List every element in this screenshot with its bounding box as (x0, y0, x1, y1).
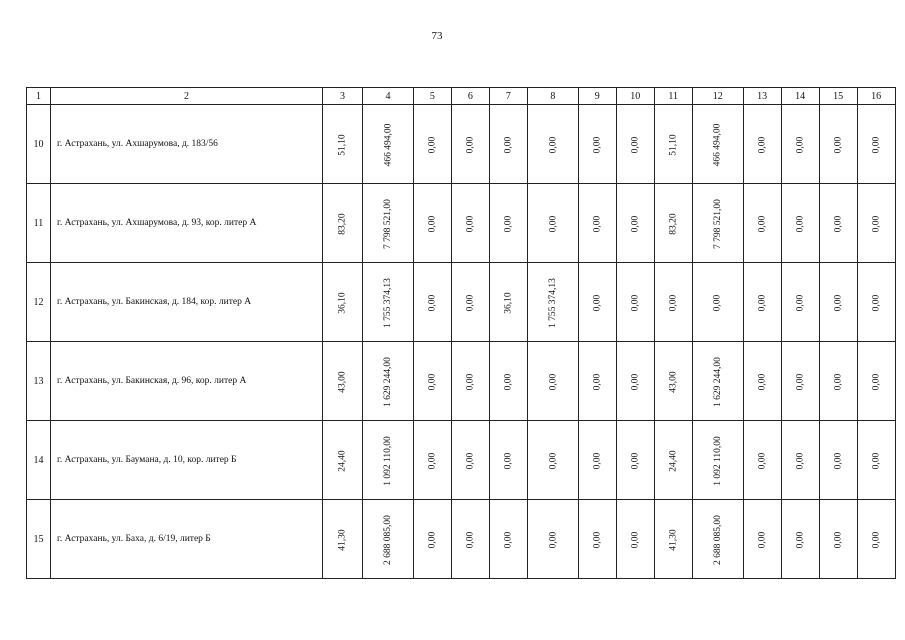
value-text: 0,00 (630, 136, 641, 153)
value-cell (616, 500, 654, 579)
value-cell (413, 263, 451, 342)
value-text: 0,00 (427, 373, 438, 390)
value-text: 0,00 (795, 373, 806, 390)
value-text: 24,40 (337, 449, 348, 472)
value-text: 36,10 (503, 291, 514, 314)
value-cell (578, 500, 616, 579)
table-header-row (27, 88, 896, 105)
value-cell (819, 342, 857, 421)
value-text: 0,00 (503, 452, 514, 469)
table-row (27, 105, 896, 184)
value-text: 0,00 (465, 531, 476, 548)
value-cell (743, 421, 781, 500)
value-cell (413, 105, 451, 184)
value-text: 0,00 (833, 136, 844, 153)
value-cell (489, 105, 527, 184)
value-text: 0,00 (871, 136, 882, 153)
address-cell: г. Астрахань, ул. Баумана, д. 10, кор. литер Б (51, 421, 323, 500)
value-cell (489, 421, 527, 500)
value-cell (451, 184, 489, 263)
value-cell (527, 342, 578, 421)
row-number-cell: 14 (27, 421, 51, 500)
value-cell (527, 105, 578, 184)
address-cell: г. Астрахань, ул. Ахшарумова, д. 183/56 (51, 105, 323, 184)
column-header-15: 15 (819, 88, 857, 105)
value-text: 0,00 (833, 452, 844, 469)
value-text: 0,00 (757, 452, 768, 469)
column-header-5: 5 (413, 88, 451, 105)
value-cell (323, 421, 363, 500)
value-text: 0,00 (795, 531, 806, 548)
value-cell (489, 184, 527, 263)
value-cell (413, 421, 451, 500)
value-text: 1 092 110,00 (712, 435, 723, 486)
value-text: 0,00 (592, 215, 603, 232)
column-header-11: 11 (654, 88, 692, 105)
value-text: 0,00 (833, 294, 844, 311)
value-cell (819, 184, 857, 263)
value-cell (692, 500, 743, 579)
value-cell (413, 342, 451, 421)
value-text: 83,20 (668, 212, 679, 235)
row-number-cell: 10 (27, 105, 51, 184)
value-text: 0,00 (795, 136, 806, 153)
value-text: 0,00 (871, 452, 882, 469)
column-header-13: 13 (743, 88, 781, 105)
value-text: 0,00 (503, 531, 514, 548)
value-cell (781, 342, 819, 421)
address-cell: г. Астрахань, ул. Бакинская, д. 184, кор. литер А (51, 263, 323, 342)
value-text: 0,00 (547, 452, 558, 469)
value-text: 51,10 (668, 133, 679, 156)
value-cell (489, 263, 527, 342)
value-text: 1 755 374,13 (382, 277, 393, 328)
value-text: 0,00 (503, 215, 514, 232)
value-text: 0,00 (795, 215, 806, 232)
value-text: 0,00 (547, 531, 558, 548)
value-cell (451, 263, 489, 342)
value-cell (616, 421, 654, 500)
value-text: 0,00 (668, 294, 679, 311)
value-text: 0,00 (833, 215, 844, 232)
column-header-12: 12 (692, 88, 743, 105)
column-header-1: 1 (27, 88, 51, 105)
value-cell (692, 421, 743, 500)
value-text: 0,00 (795, 294, 806, 311)
value-text: 43,00 (668, 370, 679, 393)
value-cell (323, 500, 363, 579)
value-text: 0,00 (465, 215, 476, 232)
value-cell (819, 421, 857, 500)
value-cell (692, 342, 743, 421)
value-cell (781, 184, 819, 263)
value-cell (413, 184, 451, 263)
address-cell: г. Астрахань, ул. Ахшарумова, д. 93, кор. литер А (51, 184, 323, 263)
value-text: 0,00 (592, 294, 603, 311)
value-text: 0,00 (757, 215, 768, 232)
row-number-cell: 15 (27, 500, 51, 579)
value-cell (451, 105, 489, 184)
value-cell (323, 184, 363, 263)
value-cell (451, 421, 489, 500)
value-text: 41,30 (337, 528, 348, 551)
value-cell (578, 105, 616, 184)
column-header-14: 14 (781, 88, 819, 105)
value-cell (857, 500, 895, 579)
value-text: 7 798 521,00 (712, 198, 723, 249)
column-header-4: 4 (363, 88, 414, 105)
value-cell (578, 184, 616, 263)
value-cell (781, 500, 819, 579)
value-cell (527, 421, 578, 500)
value-cell (857, 105, 895, 184)
column-header-2: 2 (51, 88, 323, 105)
value-text: 1 629 244,00 (712, 356, 723, 407)
value-cell (578, 263, 616, 342)
column-header-7: 7 (489, 88, 527, 105)
value-text: 0,00 (712, 294, 723, 311)
row-number-cell: 13 (27, 342, 51, 421)
value-text: 0,00 (757, 373, 768, 390)
value-cell (527, 184, 578, 263)
value-text: 83,20 (337, 212, 348, 235)
value-cell (857, 263, 895, 342)
value-text: 0,00 (871, 373, 882, 390)
value-cell (692, 184, 743, 263)
value-text: 0,00 (630, 215, 641, 232)
table-row (27, 184, 896, 263)
value-cell (578, 421, 616, 500)
value-text: 0,00 (427, 215, 438, 232)
column-header-6: 6 (451, 88, 489, 105)
value-text: 0,00 (757, 294, 768, 311)
address-cell: г. Астрахань, ул. Бакинская, д. 96, кор. литер А (51, 342, 323, 421)
value-cell (363, 500, 414, 579)
data-table (26, 87, 896, 579)
value-cell (489, 500, 527, 579)
value-text: 0,00 (871, 531, 882, 548)
value-text: 0,00 (833, 373, 844, 390)
value-cell (743, 105, 781, 184)
value-text: 0,00 (795, 452, 806, 469)
value-cell (654, 263, 692, 342)
value-text: 2 688 085,00 (382, 514, 393, 565)
value-text: 1 755 374,13 (547, 277, 558, 328)
value-text: 0,00 (547, 215, 558, 232)
value-cell (743, 263, 781, 342)
value-text: 0,00 (592, 531, 603, 548)
value-cell (363, 105, 414, 184)
value-text: 0,00 (547, 373, 558, 390)
value-cell (857, 342, 895, 421)
value-cell (363, 342, 414, 421)
value-text: 7 798 521,00 (382, 198, 393, 249)
value-text: 36,10 (337, 291, 348, 314)
value-text: 0,00 (465, 294, 476, 311)
table-row (27, 421, 896, 500)
value-cell (819, 105, 857, 184)
table-row (27, 263, 896, 342)
value-cell (781, 421, 819, 500)
value-cell (743, 184, 781, 263)
value-cell (654, 500, 692, 579)
value-text: 0,00 (833, 531, 844, 548)
value-cell (654, 421, 692, 500)
value-cell (323, 105, 363, 184)
value-text: 0,00 (465, 136, 476, 153)
value-cell (527, 500, 578, 579)
value-text: 466 494,00 (712, 123, 723, 166)
column-header-16: 16 (857, 88, 895, 105)
value-cell (363, 421, 414, 500)
value-text: 0,00 (592, 452, 603, 469)
column-header-10: 10 (616, 88, 654, 105)
value-text: 0,00 (427, 136, 438, 153)
value-text: 41,30 (668, 528, 679, 551)
value-text: 0,00 (757, 136, 768, 153)
value-text: 0,00 (503, 373, 514, 390)
value-cell (819, 263, 857, 342)
value-cell (857, 184, 895, 263)
value-cell (363, 263, 414, 342)
value-cell (692, 105, 743, 184)
table-row (27, 500, 896, 579)
value-text: 0,00 (465, 373, 476, 390)
value-cell (819, 500, 857, 579)
value-cell (527, 263, 578, 342)
value-cell (616, 342, 654, 421)
value-text: 0,00 (630, 373, 641, 390)
value-cell (743, 342, 781, 421)
value-text: 466 494,00 (382, 123, 393, 166)
column-header-9: 9 (578, 88, 616, 105)
column-header-3: 3 (323, 88, 363, 105)
value-text: 0,00 (871, 215, 882, 232)
value-text: 0,00 (427, 294, 438, 311)
value-text: 0,00 (465, 452, 476, 469)
value-text: 0,00 (592, 136, 603, 153)
value-cell (363, 184, 414, 263)
value-cell (743, 500, 781, 579)
value-text: 0,00 (757, 531, 768, 548)
value-text: 0,00 (427, 452, 438, 469)
value-text: 0,00 (427, 531, 438, 548)
value-text: 0,00 (503, 136, 514, 153)
value-cell (451, 500, 489, 579)
table-row (27, 342, 896, 421)
value-text: 0,00 (630, 531, 641, 548)
row-number-cell: 11 (27, 184, 51, 263)
value-cell (654, 184, 692, 263)
value-cell (323, 263, 363, 342)
value-cell (451, 342, 489, 421)
page-number: 73 (431, 30, 443, 42)
row-number-cell: 12 (27, 263, 51, 342)
value-cell (616, 105, 654, 184)
value-cell (413, 500, 451, 579)
value-cell (654, 105, 692, 184)
value-text: 51,10 (337, 133, 348, 156)
value-cell (489, 342, 527, 421)
value-text: 0,00 (630, 452, 641, 469)
address-cell: г. Астрахань, ул. Баха, д. 6/19, литер Б (51, 500, 323, 579)
value-cell (578, 342, 616, 421)
value-cell (323, 342, 363, 421)
value-text: 2 688 085,00 (712, 514, 723, 565)
value-cell (616, 263, 654, 342)
value-cell (654, 342, 692, 421)
value-cell (781, 263, 819, 342)
value-text: 1 092 110,00 (382, 435, 393, 486)
value-text: 43,00 (337, 370, 348, 393)
column-header-8: 8 (527, 88, 578, 105)
value-text: 0,00 (871, 294, 882, 311)
value-text: 24,40 (668, 449, 679, 472)
value-cell (692, 263, 743, 342)
value-text: 0,00 (547, 136, 558, 153)
value-text: 0,00 (592, 373, 603, 390)
value-cell (781, 105, 819, 184)
value-text: 0,00 (630, 294, 641, 311)
value-cell (616, 184, 654, 263)
value-cell (857, 421, 895, 500)
value-text: 1 629 244,00 (382, 356, 393, 407)
